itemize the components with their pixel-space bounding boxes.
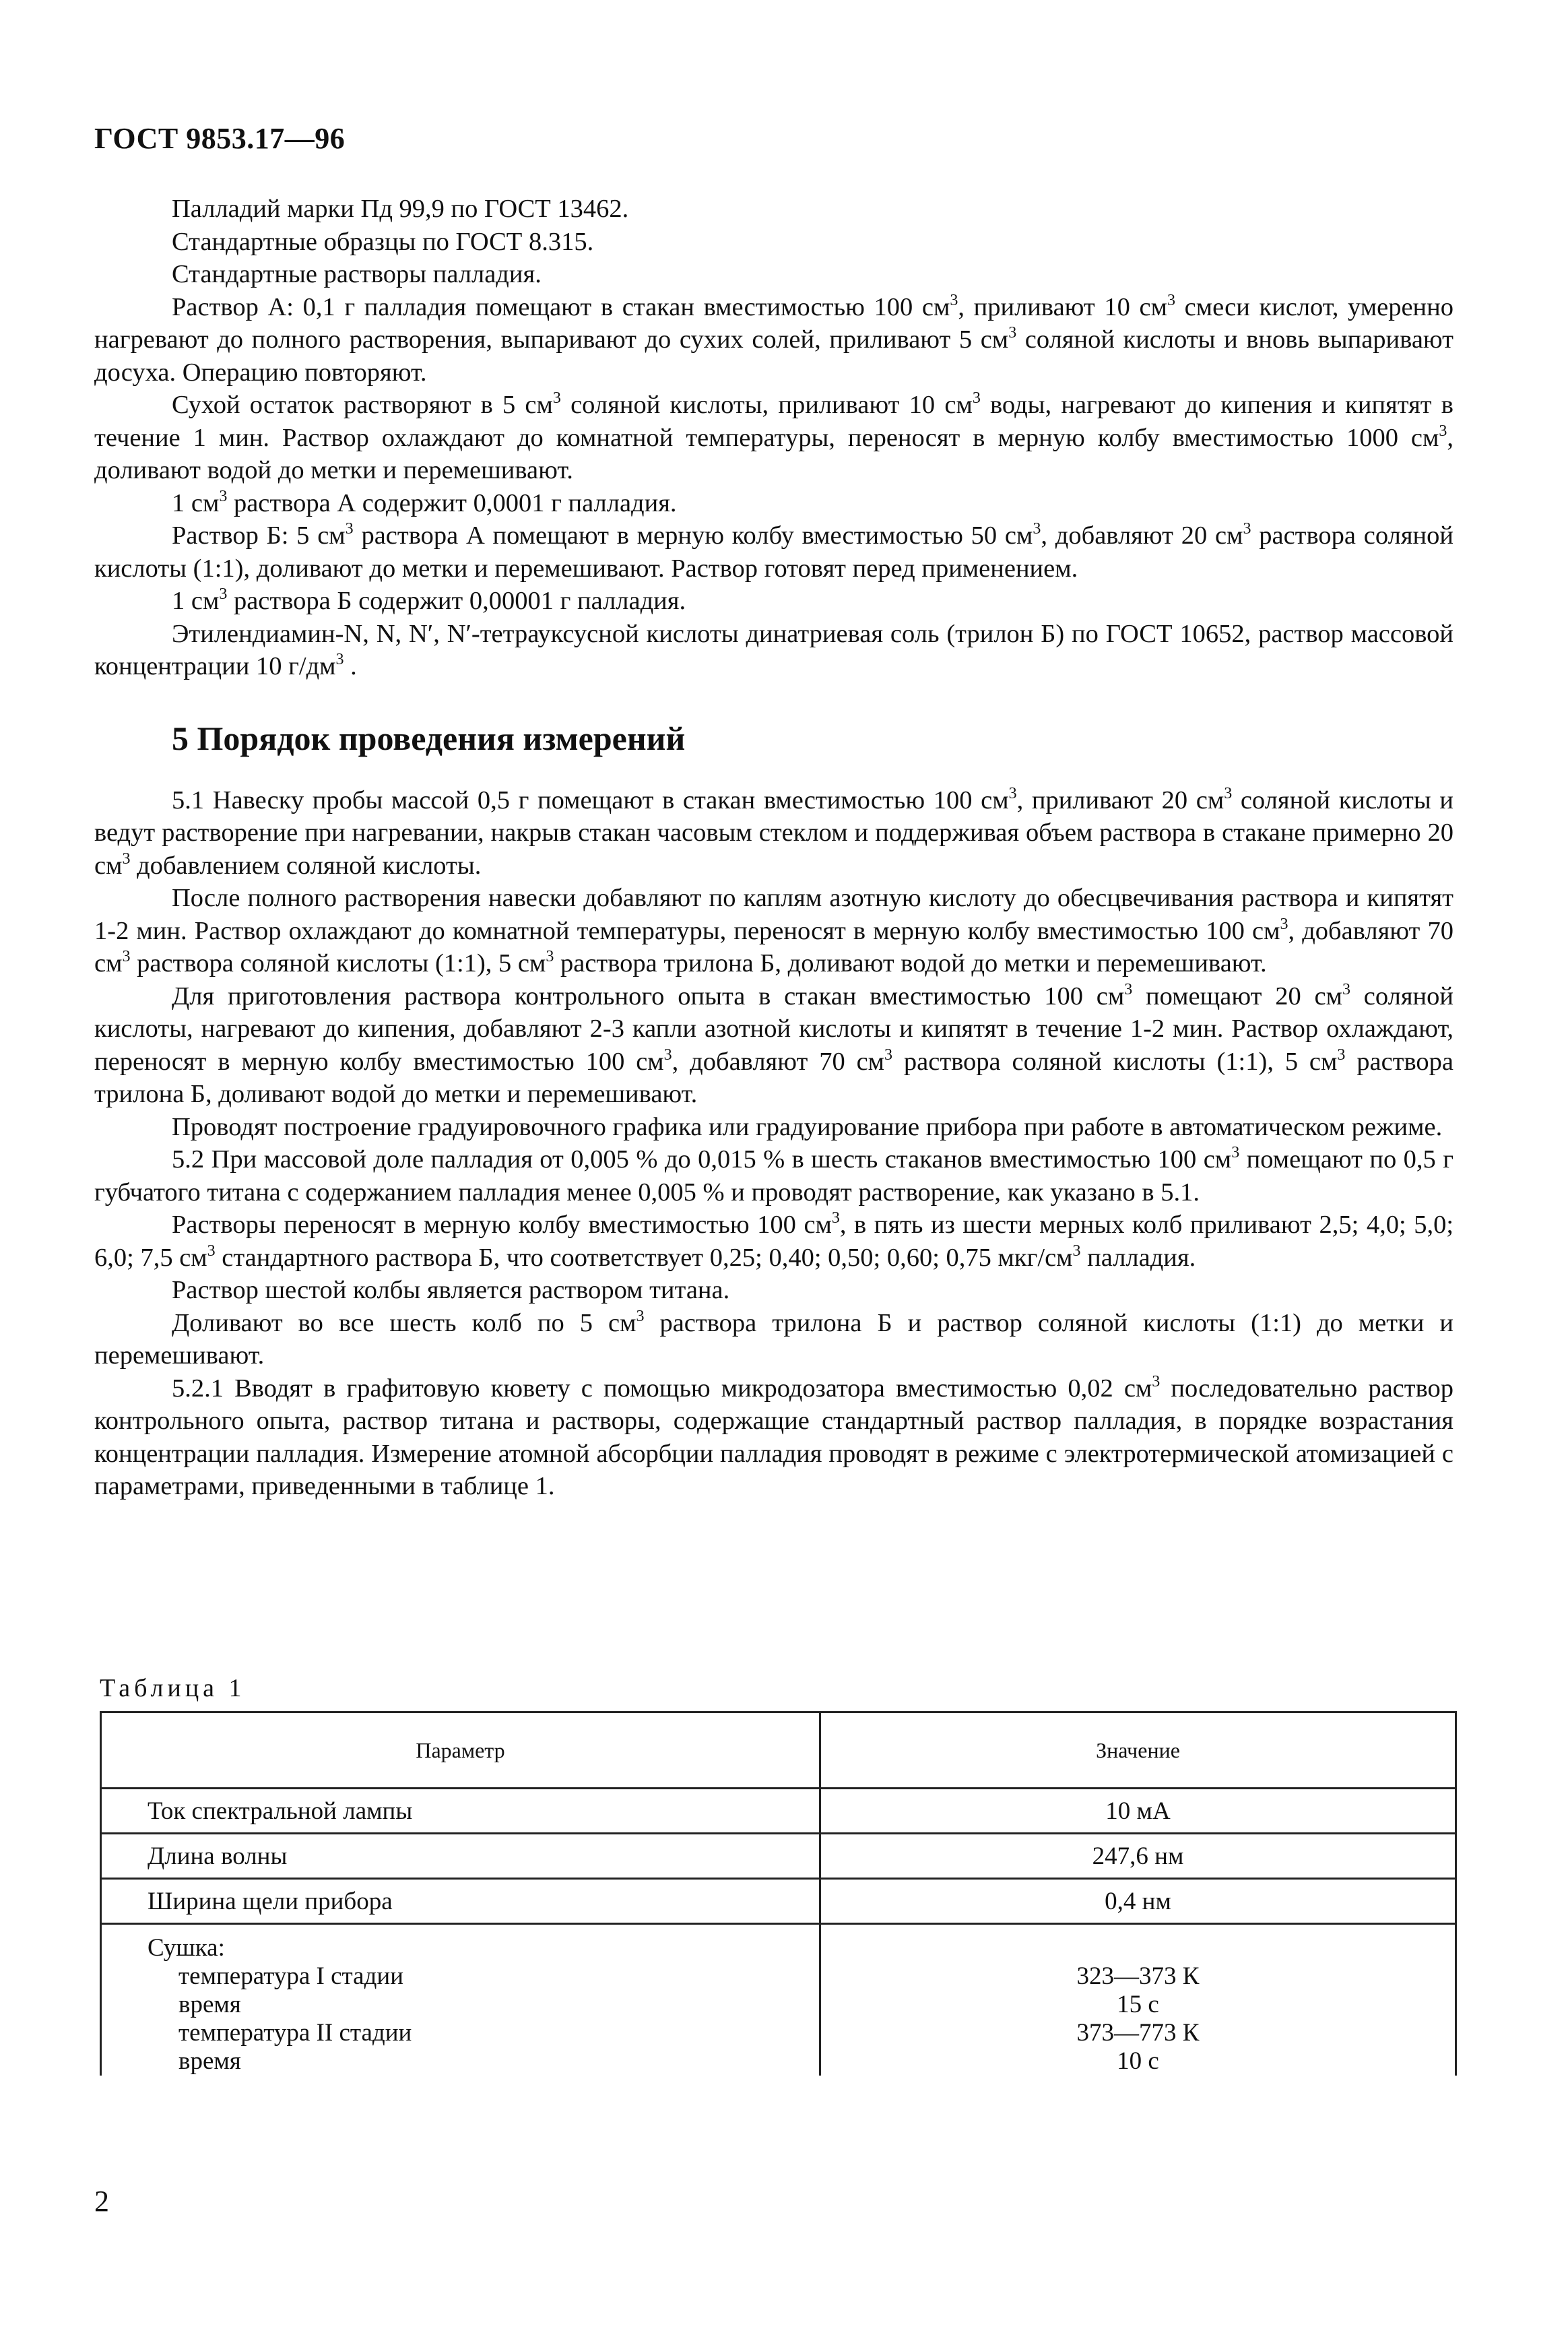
- paragraph: Раствор А: 0,1 г палладия помещают в стакан вместимостью 100 $см^3$, приливают 10 $см^3$ смеси кислот, умеренно нагревают до полного растворения, выпаривают до сухих солей, приливают 5 $см^3$ соляной кислоты и вновь выпаривают досуха. Операцию повторяют.: [94, 291, 1453, 387]
- document-body: [94, 193, 1453, 1503]
- table-row: [101, 1879, 1456, 1924]
- paragraph: 5.2 При массовой доле палладия от 0,005 % до 0,015 % в шесть стаканов вместимостью 100 $см^3$ помещают по 0,5 г губчатого титана с содержанием палладия менее 0,005 % и проводят растворение, как указано в 5.1.: [94, 1144, 1453, 1207]
- table-cell-param: Длина волны: [101, 1834, 820, 1879]
- table-cell-param: Ток спектральной лампы: [101, 1789, 820, 1834]
- table-header-param: Параметр: [101, 1712, 820, 1789]
- parameters-table: [100, 1711, 1457, 2076]
- paragraph: Растворы переносят в мерную колбу вместимостью 100 $см^3$, в пять из шести мерных колб приливают 2,5; 4,0; 5,0; 6,0; 7,5 $см^3$ стандартного раствора Б, что соответствует 0,25; 0,40; 0,50; 0,60; 0,75 мкг/$см^3$ палладия.: [94, 1209, 1454, 1272]
- paragraph: Раствор шестой колбы является раствором титана.: [172, 1276, 730, 1304]
- drying-param: время: [178, 1991, 241, 2018]
- table-cell-param: Ширина щели прибора: [101, 1879, 820, 1924]
- paragraph: Стандартные растворы палладия.: [172, 260, 542, 288]
- paragraph: Этилендиамин-N, N, N′, N′-тетрауксусной кислоты динатриевая соль (трилон Б) по ГОСТ 10652, раствор массовой концентрации 10 $г/дм^3$ .: [94, 619, 1453, 680]
- paragraph: Для приготовления раствора контрольного опыта в стакан вместимостью 100 $см^3$ помещают 20 $см^3$ соляной кислоты, нагревают до кипения, добавляют 2-3 капли азотной кислоты и кипятят в течение 1-2 мин. Раствор охлаждают, переносят в мерную колбу вместимостью 100 $см^3$, добавляют 70 $см^3$ раствора соляной кислоты (1:1), 5 $см^3$ раствора трилона Б, доливают водой до метки и перемешивают.: [94, 980, 1454, 1108]
- table-row: [101, 1834, 1456, 1879]
- drying-param: температура I стадии: [178, 1962, 404, 1990]
- table-cell-value: 0,4 нм: [820, 1879, 1456, 1924]
- paragraph: Доливают во все шесть колб по 5 $см^3$ раствора трилона Б и раствор соляной кислоты (1:1) до метки и перемешивают.: [94, 1307, 1453, 1370]
- paragraphs-bottom: [94, 784, 1453, 1503]
- document-header: ГОСТ 9853.17—96: [94, 122, 346, 155]
- table-cell-value: 247,6 нм: [820, 1834, 1456, 1879]
- paragraph: После полного растворения навески добавляют по каплям азотную кислоту до обесцвечивания раствора и кипятят 1-2 мин. Раствор охлаждают до комнатной температуры, переносят в мерную колбу вместимостью 100 $см^3$, добавляют 70 $см^3$ раствора соляной кислоты (1:1), 5 $см^3$ раствора трилона Б, доливают водой до метки и перемешивают.: [94, 884, 1453, 977]
- paragraph: Стандартные образцы по ГОСТ 8.315.: [172, 227, 594, 256]
- section-title: 5 Порядок проведения измерений: [172, 719, 686, 757]
- paragraph: 1 $см^3$ раствора Б содержит 0,00001 г палладия.: [172, 585, 686, 615]
- drying-value: 10 с: [1117, 2047, 1159, 2075]
- paragraph: Сухой остаток растворяют в 5 $см^3$ соляной кислоты, приливают 10 $см^3$ воды, нагревают до кипения и кипятят в течение 1 мин. Раствор охлаждают до комнатной температуры, переносят в мерную колбу вместимостью 1000 $см^3$, доливают водой до метки и перемешивают.: [94, 389, 1453, 484]
- drying-value: 323—373 К: [1076, 1962, 1200, 1990]
- table-caption: Таблица 1: [100, 1674, 246, 1702]
- drying-value: 15 с: [1117, 1991, 1159, 2018]
- paragraph: 1 $см^3$ раствора А содержит 0,0001 г палладия.: [172, 487, 677, 517]
- table-header-value: Значение: [820, 1712, 1456, 1789]
- paragraph: 5.1 Навеску пробы массой 0,5 г помещают в стакан вместимостью 100 $см^3$, приливают 20 $см^3$ соляной кислоты и ведут растворение при нагревании, накрыв стакан часовым стеклом и поддерживая объем раствора в стакане примерно 20 $см^3$ добавлением соляной кислоты.: [94, 784, 1453, 880]
- table-cell-param: [101, 1924, 820, 2076]
- paragraph: Проводят построение градуировочного графика или градуирование прибора при работе в автоматическом режиме.: [172, 1112, 1443, 1141]
- table-cell-value: [820, 1924, 1456, 2076]
- paragraphs-top: [94, 193, 1453, 683]
- table-cell-value: 10 мА: [820, 1789, 1456, 1834]
- drying-label: Сушка:: [148, 1934, 225, 1962]
- paragraph: Палладий марки Пд 99,9 по ГОСТ 13462.: [172, 195, 629, 223]
- drying-value: 373—773 К: [1076, 2019, 1200, 2047]
- paragraph: 5.2.1 Вводят в графитовую кювету с помощью микродозатора вместимостью 0,02 $см^3$ последовательно раствор контрольного опыта, раствор титана и растворы, содержащие стандартный раствор палладия, в порядке возрастания концентрации палладия. Измерение атомной абсорбции палладия проводят в режиме с электротермической атомизацией с параметрами, приведенными в таблице 1.: [94, 1372, 1453, 1500]
- paragraph: Раствор Б: 5 $см^3$ раствора А помещают в мерную колбу вместимостью 50 $см^3$, добавляют 20 $см^3$ раствора соляной кислоты (1:1), доливают до метки и перемешивают. Раствор готовят перед применением.: [94, 520, 1453, 583]
- drying-param: время: [178, 2047, 241, 2075]
- table-row: [101, 1789, 1456, 1834]
- drying-param: температура II стадии: [178, 2019, 412, 2047]
- page-number: 2: [94, 2185, 109, 2218]
- table-row-drying: [101, 1924, 1456, 2076]
